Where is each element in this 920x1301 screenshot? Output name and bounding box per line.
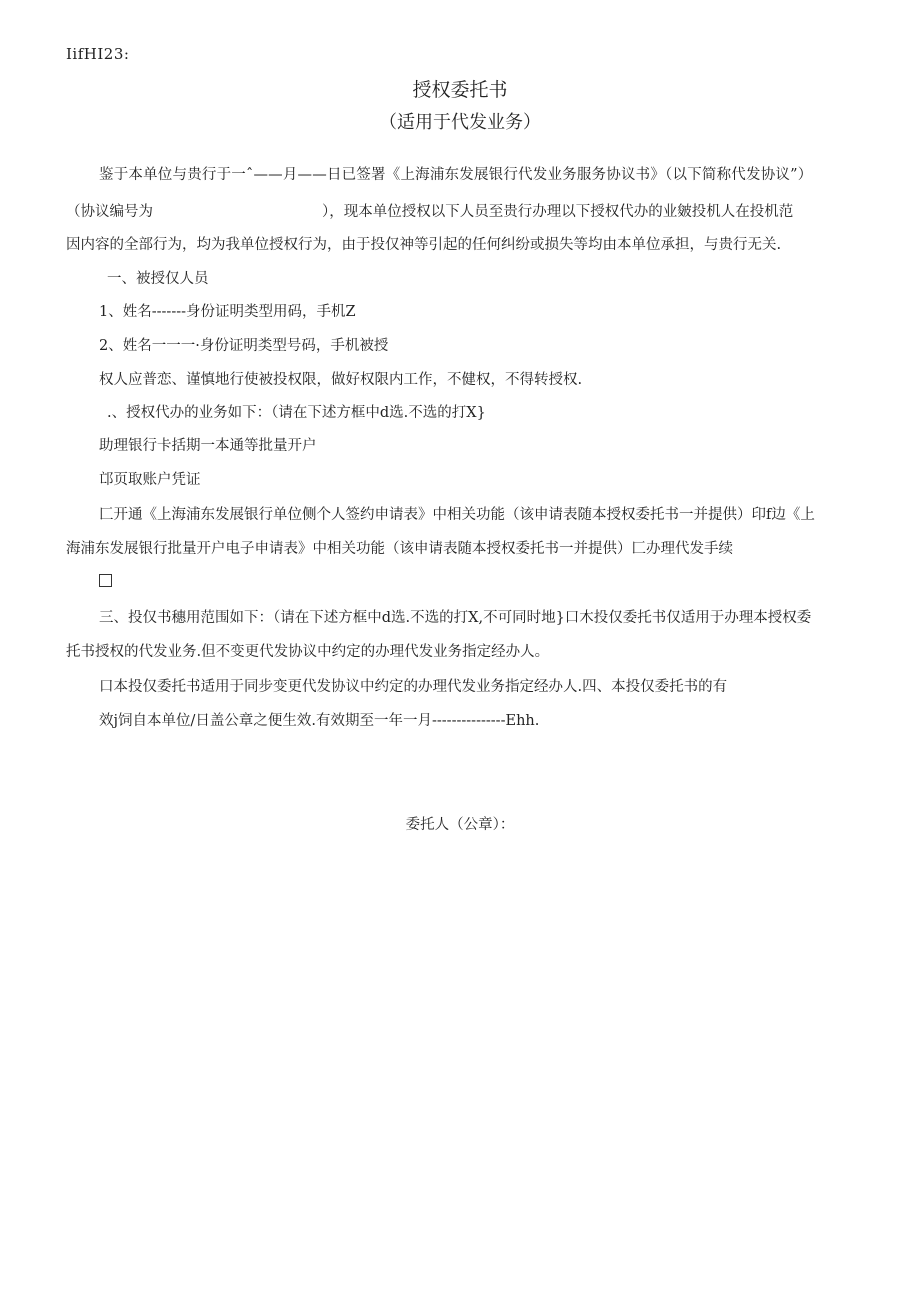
list-item: 助理银行卡括期一本通等批量开户 [99,438,317,454]
paragraph-line: 托书授权的代发业务.但不变更代发协议中约定的办理代发业务指定经办人。 [66,644,550,660]
paragraph-line: 2、姓名一一一·身份证明类型号码，手机被授 [99,338,389,354]
paragraph-line: 三、投仅书穗用范围如下：（请在下述方框中d选.不选的打X,不可同时地}口木投仅委托书仅适用于办理本授权委 [99,610,812,626]
paragraph-line: 权人应普恋、谨慎地行使被投权限，做好权限内工作，不健权，不得转授权. [99,372,583,388]
document-subtitle: （适用于代发业务） [379,112,541,133]
list-item: 邙页取账户凭证 [99,472,201,488]
paragraph-line: 鉴于本单位与贵行于一ˆ——月——日已签署《上海浦东发展银行代发业务服务协议书》（以下简称代发协议”） [99,167,813,183]
document-code: IifHI23: [66,45,130,63]
paragraph-line: 1、姓名-------身份证明类型用码，手机Z [99,304,356,320]
section-heading: 一、被授仅人员 [107,271,209,287]
paragraph-line: （协议编号为 [66,204,153,220]
document-title: 授权委托书 [412,79,508,101]
paragraph-line: 匚开通《上海浦东发展银行单位侧个人签约申请表》中相关功能（该申请表随本授权委托书一并提供）印f边《上 [99,507,815,523]
checkbox-square[interactable] [99,574,112,587]
paragraph-line: 口本投仅委托书适用于同步变更代发协议中约定的办理代发业务指定经办人.四、本投仅委托书的有 [99,679,728,695]
paragraph-line: 效j饲自本单位/日盖公章之便生效.有效期至一年一月---------------Ehh. [99,713,540,729]
paragraph-line: 海浦东发展银行批量开户电子申请表》中相关功能（该申请表随本授权委托书一并提供）匚办理代发手续 [66,541,733,557]
section-heading: .、授权代办的业务如下：（请在下述方框中d选.不选的打X} [107,405,486,421]
signature-label: 委托人（公章）： [405,817,515,833]
paragraph-line: ），现本单位授权以下人员至贵行办理以下授权代办的业皴投机人在投机范 [322,204,794,220]
paragraph-line: 因内容的全部行为，均为我单位授权行为，由于投仅神等引起的任何纠纷或损失等均由本单位承担，与贵行无关. [66,237,782,253]
